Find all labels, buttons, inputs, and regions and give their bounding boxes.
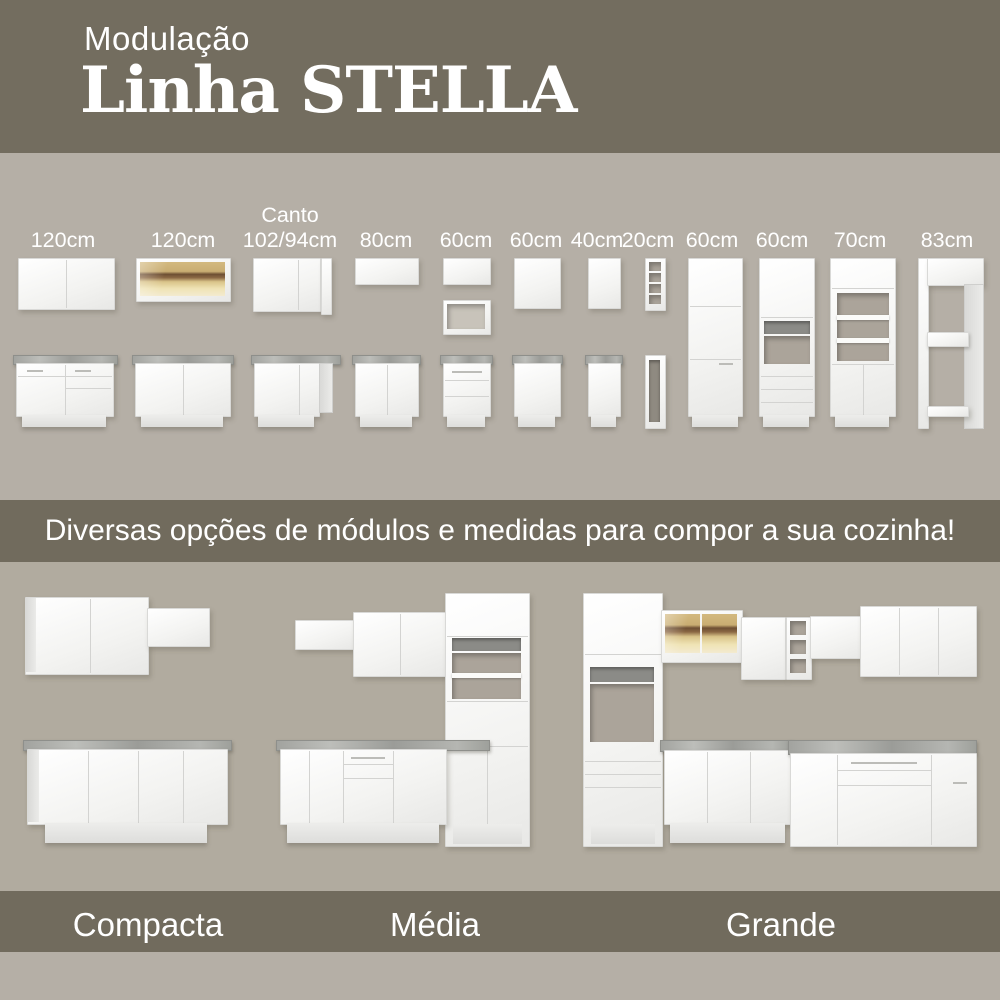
plinth: [258, 415, 314, 427]
shelf-cell: [649, 262, 661, 271]
open-shelf-tower: [645, 258, 666, 311]
open-shelf-space: [590, 684, 654, 742]
handle: [351, 757, 385, 759]
bottom-rail: [927, 406, 969, 417]
door-seam: [761, 317, 813, 318]
shelf-cell: [649, 295, 661, 304]
overhead-cabinet: [741, 617, 786, 680]
plinth: [45, 823, 207, 843]
door-seam: [343, 751, 344, 823]
size-label: 60cm: [755, 228, 809, 252]
door-seam: [690, 306, 741, 307]
door-seam: [299, 365, 300, 415]
overhead-tall-run: [860, 606, 977, 677]
drawer-seam: [585, 787, 661, 788]
top-cabinet: [927, 258, 984, 286]
corner-overhead-cabinet: [253, 258, 321, 312]
overhead-wing-cabinet: [295, 620, 355, 650]
overhead-cabinet: [18, 258, 115, 310]
overhead-cabinet: [588, 258, 621, 309]
door-seam: [66, 260, 67, 308]
plinth: [453, 824, 522, 844]
corner-open-shelves: [786, 617, 812, 680]
side-panel: [319, 363, 333, 413]
shelf-cell: [790, 640, 806, 654]
drawer-seam: [343, 764, 393, 765]
amber-glass-door: [665, 614, 737, 653]
size-label: 120cm: [30, 228, 96, 252]
size-label: 60cm: [685, 228, 739, 252]
size-label: 20cm: [621, 228, 675, 252]
header-banner: [0, 0, 1000, 153]
door-seam: [700, 614, 702, 653]
base-cabinet: [355, 363, 419, 417]
plinth: [518, 415, 555, 427]
overhead-cabinet-group: [25, 597, 149, 675]
door-seam: [832, 288, 894, 289]
plinth: [835, 415, 889, 427]
niche-opening: [447, 304, 485, 329]
door-seam: [837, 755, 838, 845]
door-seam: [750, 752, 751, 823]
overhead-low-run: [810, 616, 864, 659]
side-panel: [28, 750, 39, 822]
open-shelf-space: [452, 653, 521, 699]
handle: [452, 371, 482, 373]
base-cabinet: [514, 363, 561, 417]
base-cabinet: [16, 363, 114, 417]
side-panel: [26, 598, 36, 672]
drawer-seam: [585, 761, 661, 762]
drawer-seam: [837, 785, 931, 786]
base-cabinet-run: [280, 749, 447, 825]
shelf: [837, 338, 889, 343]
base-cabinet: [588, 363, 621, 417]
tall-tower-cabinet: [759, 258, 815, 417]
size-label: 40cm: [570, 228, 624, 252]
door-seam: [585, 654, 661, 655]
size-label: 102/94cm: [242, 228, 338, 252]
drawer-seam: [445, 380, 489, 381]
door-seam: [183, 365, 184, 415]
drawer-base-cabinet: [443, 363, 491, 417]
door-seam: [938, 608, 939, 675]
size-label: 83cm: [920, 228, 974, 252]
drawer-seam: [343, 778, 393, 779]
size-label: 60cm: [509, 228, 563, 252]
base-open-tower: [645, 355, 666, 429]
kitchen-name-media: Média: [390, 906, 480, 943]
door-seam: [487, 746, 488, 824]
handle: [27, 370, 43, 372]
size-label: 80cm: [359, 228, 413, 252]
shelf: [452, 673, 521, 678]
size-label: 70cm: [833, 228, 887, 252]
door-seam: [393, 751, 394, 823]
header-kicker: Modulação: [84, 20, 250, 57]
plinth: [692, 415, 738, 427]
plinth: [763, 415, 809, 427]
open-niche: [764, 321, 810, 334]
tagline-text: Diversas opções de módulos e medidas para compor a sua cozinha!: [44, 514, 956, 547]
tall-pantry-cabinet: [688, 258, 743, 417]
handle: [953, 782, 967, 784]
door-seam: [899, 608, 900, 675]
shelf-cell: [649, 284, 661, 293]
overhead-wing-cabinet: [147, 608, 210, 647]
handle: [75, 370, 91, 372]
tall-tower-cabinet: [583, 593, 663, 847]
door-seam: [863, 364, 864, 415]
plinth: [141, 415, 223, 427]
shelf: [837, 315, 889, 320]
base-cabinet: [135, 363, 231, 417]
overhead-cabinet-group: [353, 612, 447, 677]
drawer-seam: [761, 376, 813, 377]
door-seam: [447, 636, 528, 637]
plinth: [360, 415, 412, 427]
shelf-cell: [790, 659, 806, 673]
base-cabinet-run-left: [664, 750, 793, 825]
plinth: [670, 823, 785, 843]
overhead-flap-cabinet: [355, 258, 419, 285]
amber-glass-door: [140, 262, 225, 296]
open-shelf-space: [837, 293, 889, 361]
door-seam: [88, 751, 89, 823]
door-seam: [690, 359, 741, 360]
overhead-cabinet: [514, 258, 561, 309]
size-label: 120cm: [150, 228, 216, 252]
corner-base-cabinet: [254, 363, 320, 417]
door-seam: [65, 365, 66, 415]
plinth: [591, 824, 655, 844]
base-cabinet-run: [27, 749, 228, 825]
door-seam: [447, 701, 528, 702]
plinth: [22, 415, 106, 427]
door-seam: [90, 599, 91, 673]
door-seam: [309, 751, 310, 823]
plinth: [447, 415, 485, 427]
kitchen-name-grande: Grande: [725, 906, 837, 943]
drawer-seam: [761, 402, 813, 403]
open-niche: [452, 638, 521, 651]
door-seam: [138, 751, 139, 823]
plinth: [591, 415, 616, 427]
kitchen-name-compacta: Compacta: [72, 906, 224, 943]
drawer-seam: [761, 389, 813, 390]
base-cabinet-run-right: [790, 753, 977, 847]
tall-hutch-cabinet: [830, 258, 896, 417]
handle: [719, 363, 733, 365]
overhead-flap-cabinet: [443, 258, 491, 285]
door-seam: [387, 365, 388, 415]
drawer-seam: [65, 388, 111, 389]
open-shelf-space: [764, 336, 810, 364]
middle-shelf-band: [927, 332, 969, 347]
door-seam: [400, 614, 401, 675]
open-niche-box: [443, 300, 491, 335]
plinth: [287, 823, 439, 843]
corner-return-panel: [321, 258, 332, 315]
open-niche: [590, 667, 654, 682]
door-seam: [298, 260, 299, 310]
size-label: 60cm: [439, 228, 493, 252]
drawer-seam: [585, 774, 661, 775]
size-label: Canto: [261, 203, 319, 227]
door-seam: [707, 752, 708, 823]
page-title: Linha STELLA: [80, 53, 577, 128]
shelf-cell: [649, 273, 661, 282]
handle: [851, 762, 917, 764]
drawer-seam: [837, 770, 931, 771]
door-seam: [183, 751, 184, 823]
shelf-cell: [790, 621, 806, 635]
door-seam: [931, 755, 932, 845]
niche-opening: [649, 360, 660, 422]
tall-tower-cabinet: [445, 593, 530, 847]
drawer-seam: [445, 396, 489, 397]
